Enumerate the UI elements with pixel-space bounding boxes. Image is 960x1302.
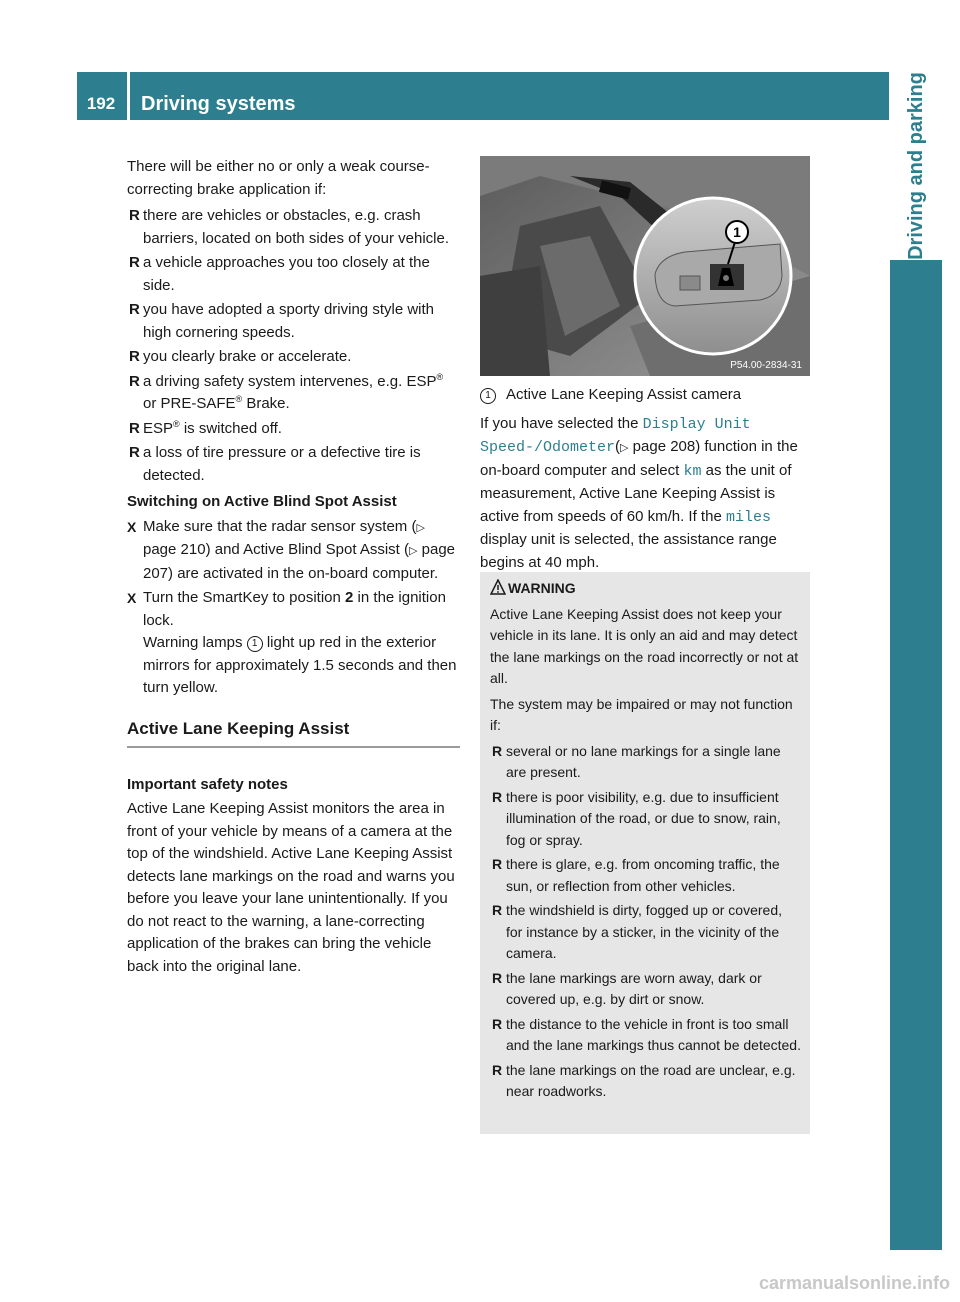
- page-ref-arrow: ▷: [620, 442, 629, 454]
- warning-box: [480, 572, 810, 1134]
- figure-callout-label: 1: [733, 224, 741, 240]
- camera-illustration: [480, 156, 810, 376]
- list-item: R the distance to the vehicle in front is too small and the lane markings thus cannot be detected.: [492, 1015, 801, 1053]
- section-heading: Active Lane Keeping Assist: [127, 716, 460, 748]
- right-column: [480, 384, 810, 578]
- windshield-camera-drawing: [480, 156, 810, 376]
- list-item: R there are vehicles or obstacles, e.g. crash barriers, located on both sides of your vehicle.: [129, 207, 449, 247]
- list-item: R there is glare, e.g. from oncoming traffic, the sun, or reflection from other vehicles.: [492, 856, 780, 894]
- instruction-step: X Make sure that the radar sensor system (▷ page 210) and Active Blind Spot Assist (▷ page 207) are activated in the on-board computer.: [127, 517, 456, 582]
- page-number: 192: [86, 94, 116, 113]
- callout-1-icon: 1: [247, 636, 263, 652]
- list-item: R you have adopted a sporty driving style with high cornering speeds.: [129, 301, 434, 341]
- display-unit-menu-text: Display Unit Speed-/Odometer: [480, 415, 751, 456]
- warning-text: Active Lane Keeping Assist does not keep your vehicle in its lane. It is only an aid and may detect the lane markings on the road incorrectly or not at all.: [490, 605, 799, 686]
- figure-caption: 1 Active Lane Keeping Assist camera: [480, 384, 810, 407]
- list-item: R the windshield is dirty, fogged up or covered, for instance by a sticker, in the vicinity of the camera.: [492, 902, 783, 961]
- page-ref-arrow: ▷: [416, 521, 425, 534]
- warning-triangle-icon: [490, 579, 508, 602]
- list-item: R a vehicle approaches you too closely at the side.: [129, 254, 430, 294]
- km-menu-text: km: [683, 462, 702, 480]
- list-item: R you clearly brake or accelerate.: [129, 348, 352, 365]
- page-ref-arrow: ▷: [409, 545, 418, 557]
- safety-text: Active Lane Keeping Assist monitors the area in front of your vehicle by means of a camera at the top of the windshield. Active Lane Keeping Assist detects lane markings on the road and warns you before you leave your lane unintentionally. If you do not react to the warning, a lane-correcting application of the brakes can bring the vehicle back into the original lane.: [127, 800, 455, 975]
- side-tab-label: Driving and parking: [904, 72, 927, 260]
- list-item: R a driving safety system intervenes, e.g. ESP® or PRE-SAFE® Brake.: [129, 371, 444, 412]
- callout-1-icon: 1: [480, 388, 496, 404]
- miles-menu-text: miles: [725, 508, 771, 526]
- header-divider: [127, 72, 130, 120]
- unit-paragraph: If you have selected the Display Unit Speed-/Odometer(▷ page 208) function in the on-board computer and select km as the unit of measurement, Active Lane Keeping Assist is active from speeds of 60 km/h. If the miles display unit is selected, the assistance range begins at 40 mph.: [480, 414, 798, 571]
- figure-code: P54.00-2834-31: [730, 360, 802, 371]
- instruction-step: X Turn the SmartKey to position 2 in the ignition lock. Warning lamps 1 light up red in the exterior mirrors for approximately 1.5 seconds and then turn yellow.: [127, 589, 457, 696]
- list-item: R a loss of tire pressure or a defective tire is detected.: [129, 444, 421, 484]
- intro-text: There will be either no or only a weak course-correcting brake application if:: [127, 158, 430, 198]
- side-color-block: [890, 260, 942, 1250]
- list-item: R the lane markings are worn away, dark or covered up, e.g. by dirt or snow.: [492, 969, 762, 1007]
- left-column: [127, 156, 460, 982]
- list-item: R there is poor visibility, e.g. due to insufficient illumination of the road, or due to snow, rain, fog or spray.: [492, 788, 781, 848]
- safety-heading: Important safety notes: [127, 775, 288, 793]
- list-item: R ESP® is switched off.: [129, 418, 282, 437]
- list-item: R the lane markings on the road are unclear, e.g. near roadworks.: [492, 1061, 796, 1099]
- warning-text: The system may be impaired or may not function if:: [490, 695, 793, 733]
- switching-heading: Switching on Active Blind Spot Assist: [127, 493, 397, 510]
- page-title: Driving systems: [141, 93, 296, 115]
- list-item: R several or no lane markings for a single lane are present.: [492, 742, 781, 780]
- warning-title: WARNING: [490, 578, 802, 602]
